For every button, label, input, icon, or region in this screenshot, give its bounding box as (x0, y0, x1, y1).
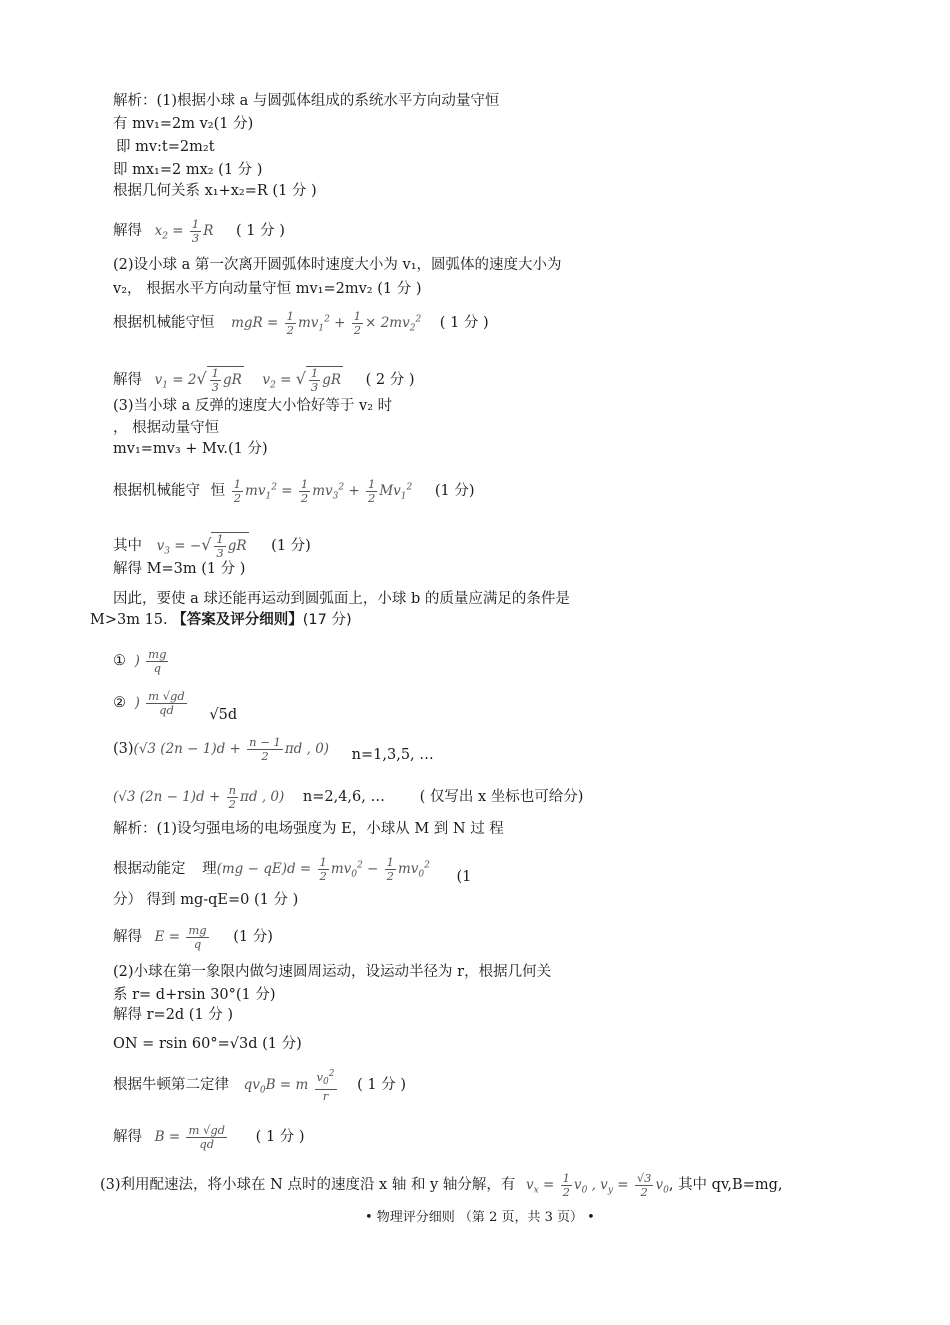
formula-kinetic: (mg − qE)d = $\frac{1}{2}$ $mv_0^2$ − $\frac{1}{2}$ $mv_0^2$ (216, 855, 430, 883)
formula-v1: $v_1 = 2√$ $\frac{1}{3}$ gR (154, 366, 242, 394)
analysis-line-5: 根据几何关系 x₁+x₂=R (1 分 ) (113, 183, 317, 199)
analysis-line-2: 有 mv₁=2m v₂(1 分) (113, 116, 254, 132)
formula-energy-1: mgR = $\frac{1}{2}$ $mv_1^2$ + $\frac{1}{2}$ × $2mv_2^2$ (231, 309, 422, 337)
analysis2-line-6: 系 r= d+rsin 30°(1 分) (113, 987, 276, 1003)
line-label-tail: 恒 (210, 483, 226, 499)
condition: n=2,4,6, … (302, 789, 385, 805)
analysis-line-1: 解析：(1)根据小球 a 与圆弧体组成的系统水平方向动量守恒 (113, 93, 500, 109)
analysis2-line-3: 分） 得到 mg-qE=0 (1 分 ) (113, 892, 299, 908)
item-label: (3) (113, 741, 134, 757)
analysis-line-8: v₂， 根据水平方向动量守恒 mv₁=2mv₂ (1 分 ) (113, 281, 422, 297)
formula-x2: $x_2$ = $\frac{1}{3}$ R (154, 217, 214, 245)
line-label: 根据机械能守 (113, 483, 200, 499)
formula-velocity-split: $v_x$ = $\frac{1}{2}$ $v_0$ , $v_y$ = $\frac{√3}{2}$ $v_0$ (525, 1171, 669, 1199)
line-label: 根据牛顿第二定律 (113, 1077, 229, 1094)
line-text-tail: , 其中 qv,B=mg, (668, 1177, 783, 1193)
line-label: 根据机械能守恒 (113, 315, 215, 331)
score: (1 分) (271, 538, 311, 554)
analysis2-line-10 (113, 1124, 305, 1151)
page-footer: • 物理评分细则 （第 2 页，共 3 页） • (365, 1210, 595, 1225)
answer-heading (90, 611, 352, 629)
analysis-line-3: 即 mv:t=2m₂t (116, 139, 215, 155)
line-text: (3)利用配速法，将小球在 N 点时的速度沿 x 轴 和 y 轴分解，有 (100, 1177, 516, 1193)
score: ( 1 分 ) (255, 1129, 305, 1145)
analysis-line-17: 因此，要使 a 球还能再运动到圆弧面上，小球 b 的质量应满足的条件是 (113, 591, 570, 607)
answer-1 (113, 648, 170, 675)
line-label: 其中 (113, 538, 142, 554)
formula-energy-2: $\frac{1}{2}$ $mv_1^2$ = $\frac{1}{2}$ $mv_3^2$ + $\frac{1}{2}$ $Mv_1^2$ (233, 477, 413, 505)
scoring-note: ( 仅写出 x 坐标也可给分) (419, 789, 584, 805)
formula-answer-1: ) $\frac{mg}{q}$ (134, 647, 167, 675)
analysis-line-6 (113, 218, 285, 246)
line-label-tail: 理 (202, 861, 217, 877)
formula-answer-2: ) $\frac{m √gd}{qd}$ (134, 689, 185, 717)
score: ( 2 分 ) (365, 372, 415, 388)
analysis-line-14 (113, 478, 475, 506)
condition: n=1,3,5, … (351, 747, 434, 763)
item-label: ① (113, 653, 126, 669)
analysis-line-12: ， 根据动量守恒 (113, 420, 220, 436)
heading-title: 【答案及评分细则】 (172, 612, 303, 628)
analysis-line-4: 即 mx₁=2 mx₂ (1 分 ) (113, 162, 263, 178)
formula-v3: $v_3$ = −√ $\frac{1}{3}$ gR (156, 532, 247, 560)
answer-3-even (113, 784, 583, 811)
heading-prefix: M>3m 15. (90, 612, 168, 628)
formula-E: E = $\frac{mg}{q}$ (154, 923, 207, 951)
analysis2-line-9 (113, 1068, 406, 1103)
analysis2-line-1: 解析：(1)设匀强电场的电场强度为 E，小球从 M 到 N 过 程 (113, 821, 504, 837)
answer-2 (113, 689, 238, 723)
analysis2-line-4 (113, 924, 273, 951)
formula-B: B = $\frac{m √gd}{qd}$ (154, 1123, 226, 1151)
analysis2-line-11 (100, 1172, 782, 1200)
analysis-line-9 (113, 310, 489, 338)
item-label: ② (113, 695, 126, 711)
score: (1 (456, 869, 472, 885)
analysis2-line-7: 解得 r=2d (1 分 ) (113, 1007, 234, 1023)
answer-3-odd (113, 736, 434, 763)
score: (1 分) (434, 483, 475, 499)
score: ( 1 分 ) (439, 315, 489, 331)
analysis2-line-8: ON = rsin 60°=√3d (1 分) (113, 1036, 302, 1052)
analysis2-line-5: (2)小球在第一象限内做匀速圆周运动，设运动半径为 r，根据几何关 (113, 964, 552, 980)
formula-newton: $qv_0B = m$ $\frac{v_0^2}{r}$ (243, 1069, 335, 1104)
answer-2-extra: √5d (209, 707, 238, 723)
analysis-line-10 (113, 366, 415, 395)
analysis-line-13: mv₁=mv₃ + Mv.(1 分) (113, 441, 268, 457)
analysis2-line-2 (113, 856, 471, 884)
analysis-line-15 (113, 532, 311, 561)
line-label: 根据动能定 (113, 861, 186, 877)
heading-score: (17 分) (302, 612, 352, 628)
formula-v2: $v_2$ = √ $\frac{1}{3}$ gR (262, 366, 342, 394)
score: (1 分) (233, 929, 273, 945)
score: ( 1 分 ) (357, 1077, 406, 1094)
score: ( 1 分 ) (235, 223, 285, 239)
analysis-line-11: (3)当小球 a 反弹的速度大小恰好等于 v₂ 时 (113, 398, 393, 414)
line-label: 解得 (113, 929, 142, 945)
analysis-line-7: (2)设小球 a 第一次离开圆弧体时速度大小为 v₁，圆弧体的速度大小为 (113, 257, 562, 273)
line-label: 解得 (113, 1129, 142, 1145)
formula-answer-3-even: (√3 (2n − 1)d + $\frac{n}{2}$ πd , 0) (113, 783, 285, 811)
line-label: 解得 (113, 372, 142, 388)
analysis-line-16: 解得 M=3m (1 分 ) (113, 561, 246, 577)
formula-answer-3-odd: (√3 (2n − 1)d + $\frac{n - 1}{2}$ πd , 0) (133, 735, 330, 763)
line-label: 解得 (113, 223, 142, 239)
